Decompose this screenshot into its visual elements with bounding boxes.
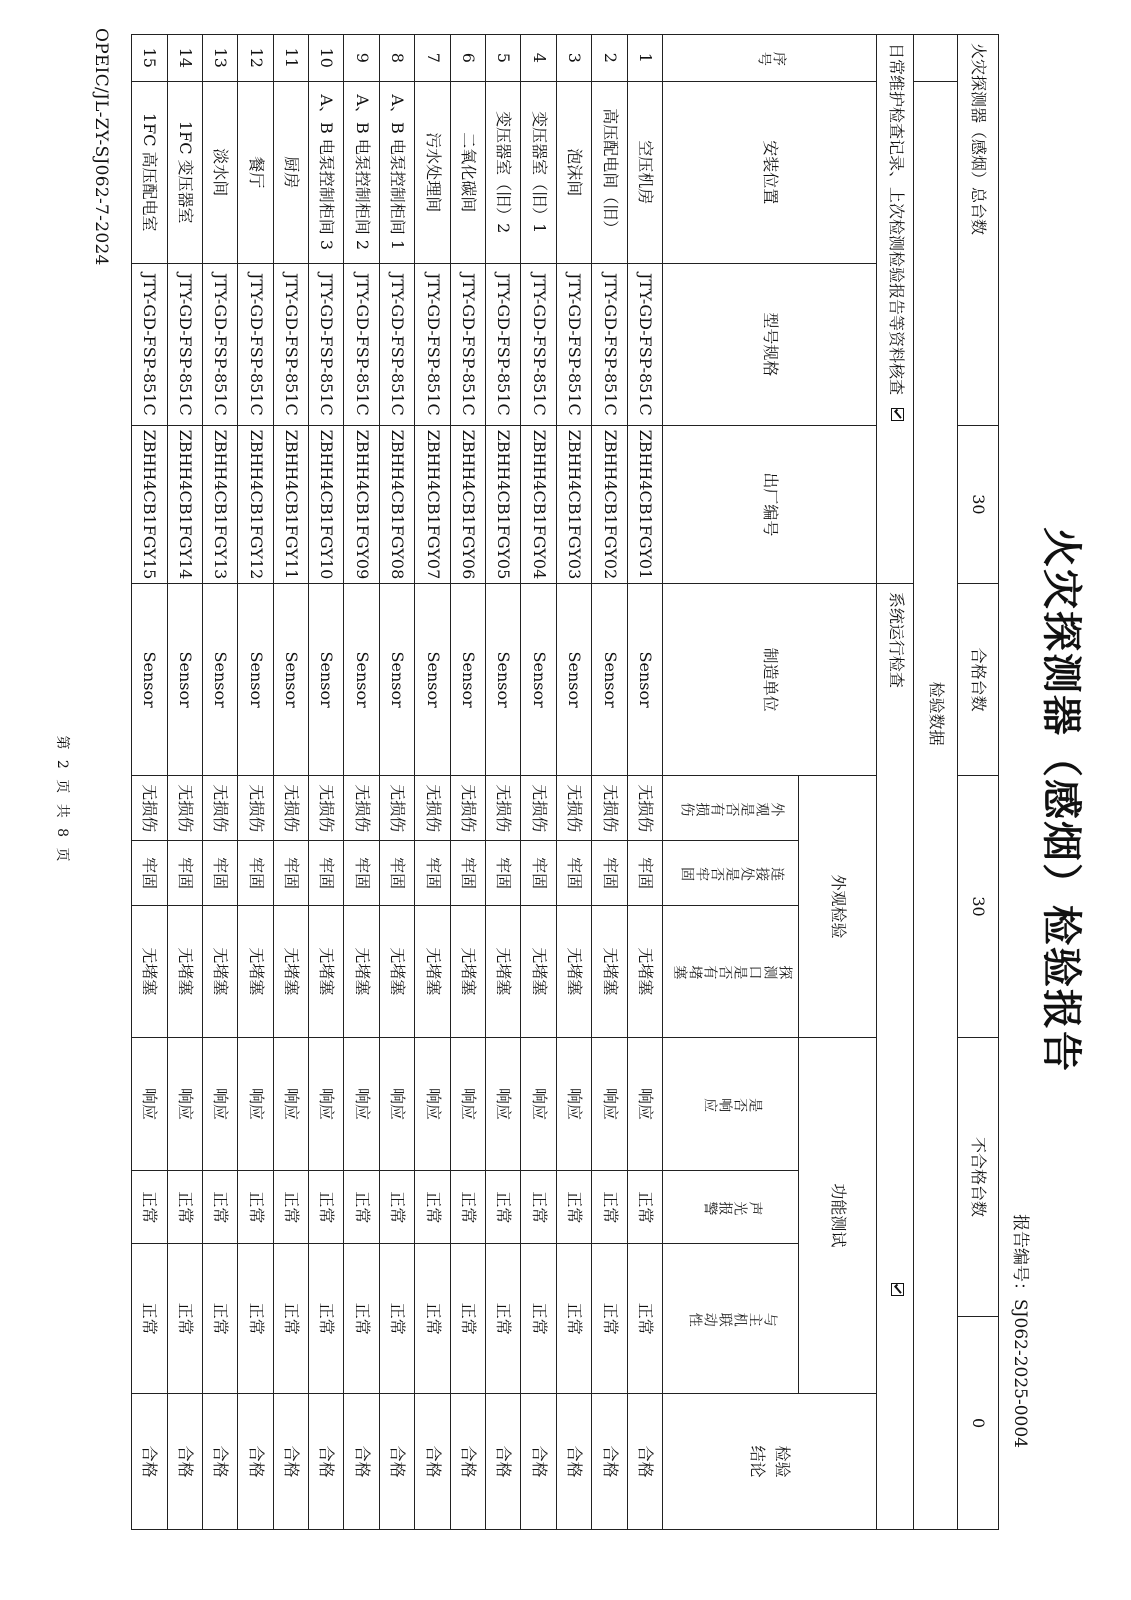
cell-seq: 12 — [238, 35, 273, 82]
cell-firm: 牢固 — [344, 841, 379, 906]
cell-block: 无堵塞 — [344, 905, 379, 1037]
cell-damage: 无损伤 — [202, 776, 237, 841]
run-check-label: 系统运行检查 — [886, 591, 906, 688]
cell-block: 无堵塞 — [450, 905, 485, 1037]
header-app-damage: 外观是否有损伤 — [662, 776, 798, 841]
cell-location: 污水处理间 — [415, 81, 450, 263]
inspection-table — [131, 34, 999, 1530]
cell-firm: 牢固 — [273, 841, 308, 906]
data-rows — [132, 35, 663, 1530]
cell-resp: 响应 — [344, 1037, 379, 1171]
cell-maker: Sensor — [309, 583, 344, 775]
cell-firm: 牢固 — [521, 841, 556, 906]
cell-seq: 5 — [486, 35, 521, 82]
cell-seq: 11 — [273, 35, 308, 82]
cell-seq: 15 — [132, 35, 168, 82]
cell-block: 无堵塞 — [627, 905, 662, 1037]
cell-link: 正常 — [238, 1244, 273, 1394]
cell-link: 正常 — [202, 1244, 237, 1394]
cell-serial: ZBHH4CB1FGY11 — [273, 425, 308, 583]
cell-maker: Sensor — [627, 583, 662, 775]
cell-location: A、B 电泵控制柜间 3 — [309, 81, 344, 263]
cell-block: 无堵塞 — [167, 905, 202, 1037]
cell-link: 正常 — [379, 1244, 414, 1394]
cell-link: 正常 — [627, 1244, 662, 1394]
cell-firm: 牢固 — [627, 841, 662, 906]
doc-check-label: 日常维护检查记录、上次检测检验报告等资料核查 — [886, 43, 906, 396]
cell-alarm: 正常 — [592, 1171, 627, 1244]
cell-alarm: 正常 — [167, 1171, 202, 1244]
cell-damage: 无损伤 — [486, 776, 521, 841]
header-maker: 制造单位 — [662, 583, 876, 775]
cell-firm: 牢固 — [167, 841, 202, 906]
cell-resp: 响应 — [415, 1037, 450, 1171]
cell-link: 正常 — [415, 1244, 450, 1394]
run-check — [877, 583, 914, 1529]
header-conclusion: 检验结论 — [662, 1394, 876, 1530]
cell-block: 无堵塞 — [309, 905, 344, 1037]
cell-seq: 9 — [344, 35, 379, 82]
cell-firm: 牢固 — [556, 841, 591, 906]
fail-value: 0 — [957, 1317, 998, 1530]
table-row — [309, 35, 344, 1530]
cell-model: JTY-GD-FSP-851C — [521, 263, 556, 425]
table-row — [238, 35, 273, 1530]
cell-damage: 无损伤 — [415, 776, 450, 841]
table-row — [167, 35, 202, 1530]
cell-resp: 响应 — [521, 1037, 556, 1171]
cell-model: JTY-GD-FSP-851C — [238, 263, 273, 425]
cell-link: 正常 — [309, 1244, 344, 1394]
cell-alarm: 正常 — [450, 1171, 485, 1244]
cell-resp: 响应 — [202, 1037, 237, 1171]
cell-firm: 牢固 — [486, 841, 521, 906]
header-seq: 序号 — [662, 35, 876, 82]
cell-location: 厨房 — [273, 81, 308, 263]
cell-firm: 牢固 — [592, 841, 627, 906]
cell-serial: ZBHH4CB1FGY08 — [379, 425, 414, 583]
cell-alarm: 正常 — [273, 1171, 308, 1244]
cell-model: JTY-GD-FSP-851C — [450, 263, 485, 425]
cell-result: 合格 — [132, 1394, 168, 1530]
cell-firm: 牢固 — [309, 841, 344, 906]
cell-location: 变压器室（旧）1 — [521, 81, 556, 263]
cell-result: 合格 — [379, 1394, 414, 1530]
cell-maker: Sensor — [132, 583, 168, 775]
cell-serial: ZBHH4CB1FGY02 — [592, 425, 627, 583]
cell-firm: 牢固 — [450, 841, 485, 906]
cell-result: 合格 — [202, 1394, 237, 1530]
cell-resp: 响应 — [132, 1037, 168, 1171]
cell-maker: Sensor — [238, 583, 273, 775]
cell-result: 合格 — [273, 1394, 308, 1530]
cell-model: JTY-GD-FSP-851C — [379, 263, 414, 425]
cell-model: JTY-GD-FSP-851C — [592, 263, 627, 425]
report-number: 报告编号：SJ062-2025-0004 — [1010, 1214, 1030, 1448]
cell-seq: 3 — [556, 35, 591, 82]
cell-damage: 无损伤 — [309, 776, 344, 841]
cell-damage: 无损伤 — [273, 776, 308, 841]
cell-seq: 14 — [167, 35, 202, 82]
header-row-1 — [799, 35, 877, 1530]
table-row — [415, 35, 450, 1530]
cell-serial: ZBHH4CB1FGY04 — [521, 425, 556, 583]
cell-block: 无堵塞 — [521, 905, 556, 1037]
cell-location: 淡水间 — [202, 81, 237, 263]
cell-resp: 响应 — [379, 1037, 414, 1171]
cell-alarm: 正常 — [486, 1171, 521, 1244]
total-label: 火灾探测器（感烟）总台数 — [957, 35, 998, 426]
summary-row — [957, 35, 998, 1530]
cell-link: 正常 — [486, 1244, 521, 1394]
cell-serial: ZBHH4CB1FGY10 — [309, 425, 344, 583]
cell-seq: 2 — [592, 35, 627, 82]
cell-firm: 牢固 — [379, 841, 414, 906]
cell-maker: Sensor — [592, 583, 627, 775]
header-function: 功能测试 — [799, 1037, 877, 1394]
cell-alarm: 正常 — [202, 1171, 237, 1244]
cell-location: 1FC 变压器室 — [167, 81, 202, 263]
cell-damage: 无损伤 — [132, 776, 168, 841]
cell-serial: ZBHH4CB1FGY09 — [344, 425, 379, 583]
cell-link: 正常 — [450, 1244, 485, 1394]
pass-value: 30 — [957, 776, 998, 1037]
cell-model: JTY-GD-FSP-851C — [556, 263, 591, 425]
table-row — [450, 35, 485, 1530]
cell-seq: 10 — [309, 35, 344, 82]
cell-block: 无堵塞 — [592, 905, 627, 1037]
cell-result: 合格 — [415, 1394, 450, 1530]
cell-link: 正常 — [132, 1244, 168, 1394]
cell-resp: 响应 — [486, 1037, 521, 1171]
header-fn-resp: 是否响应 — [662, 1037, 798, 1171]
doc-check — [877, 35, 914, 584]
table-row — [202, 35, 237, 1530]
cell-firm: 牢固 — [132, 841, 168, 906]
header-location: 安装位置 — [662, 81, 876, 263]
cell-block: 无堵塞 — [273, 905, 308, 1037]
check-row — [877, 35, 914, 1530]
cell-serial: ZBHH4CB1FGY01 — [627, 425, 662, 583]
cell-serial: ZBHH4CB1FGY07 — [415, 425, 450, 583]
header-app-firm: 连接处是否牢固 — [662, 841, 798, 906]
page-number: 第 2 页 共 8 页 — [54, 735, 70, 865]
run-check-box — [891, 1283, 904, 1296]
cell-maker: Sensor — [415, 583, 450, 775]
cell-link: 正常 — [592, 1244, 627, 1394]
header-model: 型号规格 — [662, 263, 876, 425]
cell-link: 正常 — [273, 1244, 308, 1394]
cell-damage: 无损伤 — [238, 776, 273, 841]
cell-result: 合格 — [238, 1394, 273, 1530]
cell-alarm: 正常 — [556, 1171, 591, 1244]
cell-seq: 4 — [521, 35, 556, 82]
cell-alarm: 正常 — [415, 1171, 450, 1244]
fail-label: 不合格台数 — [957, 1037, 998, 1317]
cell-location: 二氧化碳间 — [450, 81, 485, 263]
cell-block: 无堵塞 — [238, 905, 273, 1037]
cell-link: 正常 — [344, 1244, 379, 1394]
cell-seq: 7 — [415, 35, 450, 82]
cell-maker: Sensor — [273, 583, 308, 775]
cell-model: JTY-GD-FSP-851C — [486, 263, 521, 425]
cell-maker: Sensor — [344, 583, 379, 775]
cell-model: JTY-GD-FSP-851C — [627, 263, 662, 425]
cell-model: JTY-GD-FSP-851C — [202, 263, 237, 425]
cell-result: 合格 — [167, 1394, 202, 1530]
cell-resp: 响应 — [450, 1037, 485, 1171]
cell-damage: 无损伤 — [344, 776, 379, 841]
cell-damage: 无损伤 — [556, 776, 591, 841]
cell-resp: 响应 — [556, 1037, 591, 1171]
header-fn-link: 与主机联动性 — [662, 1244, 798, 1394]
cell-block: 无堵塞 — [486, 905, 521, 1037]
cell-serial: ZBHH4CB1FGY15 — [132, 425, 168, 583]
doc-check-box — [891, 408, 904, 421]
cell-damage: 无损伤 — [521, 776, 556, 841]
table-row — [379, 35, 414, 1530]
cell-model: JTY-GD-FSP-851C — [309, 263, 344, 425]
cell-seq: 8 — [379, 35, 414, 82]
cell-firm: 牢固 — [202, 841, 237, 906]
cell-resp: 响应 — [309, 1037, 344, 1171]
cell-model: JTY-GD-FSP-851C — [132, 263, 168, 425]
cell-resp: 响应 — [238, 1037, 273, 1171]
cell-resp: 响应 — [273, 1037, 308, 1171]
cell-location: 变压器室（旧）2 — [486, 81, 521, 263]
cell-damage: 无损伤 — [450, 776, 485, 841]
cell-location: 1FC 高压配电室 — [132, 81, 168, 263]
cell-result: 合格 — [486, 1394, 521, 1530]
cell-model: JTY-GD-FSP-851C — [344, 263, 379, 425]
cell-resp: 响应 — [592, 1037, 627, 1171]
cell-maker: Sensor — [486, 583, 521, 775]
cell-alarm: 正常 — [238, 1171, 273, 1244]
cell-model: JTY-GD-FSP-851C — [415, 263, 450, 425]
document-code: OPEIC/JL-ZY-SJ062-7-2024 — [91, 28, 111, 266]
cell-block: 无堵塞 — [415, 905, 450, 1037]
cell-seq: 13 — [202, 35, 237, 82]
cell-block: 无堵塞 — [379, 905, 414, 1037]
cell-firm: 牢固 — [238, 841, 273, 906]
table-row — [627, 35, 662, 1530]
cell-result: 合格 — [627, 1394, 662, 1530]
cell-model: JTY-GD-FSP-851C — [167, 263, 202, 425]
cell-alarm: 正常 — [309, 1171, 344, 1244]
cell-serial: ZBHH4CB1FGY14 — [167, 425, 202, 583]
pass-label: 合格台数 — [957, 583, 998, 775]
table-row — [132, 35, 168, 1530]
cell-result: 合格 — [556, 1394, 591, 1530]
cell-maker: Sensor — [202, 583, 237, 775]
total-value: 30 — [957, 425, 998, 583]
cell-alarm: 正常 — [521, 1171, 556, 1244]
cell-resp: 响应 — [167, 1037, 202, 1171]
table-row — [486, 35, 521, 1530]
cell-alarm: 正常 — [132, 1171, 168, 1244]
cell-resp: 响应 — [627, 1037, 662, 1171]
cell-location: 餐厅 — [238, 81, 273, 263]
cell-location: A、B 电泵控制柜间 1 — [379, 81, 414, 263]
cell-location: 泡沫间 — [556, 81, 591, 263]
table-row — [344, 35, 379, 1530]
cell-alarm: 正常 — [344, 1171, 379, 1244]
cell-link: 正常 — [167, 1244, 202, 1394]
cell-location: A、B 电泵控制柜间 2 — [344, 81, 379, 263]
cell-link: 正常 — [521, 1244, 556, 1394]
section-label: 检验数据 — [914, 81, 957, 1529]
cell-damage: 无损伤 — [592, 776, 627, 841]
cell-block: 无堵塞 — [202, 905, 237, 1037]
cell-firm: 牢固 — [415, 841, 450, 906]
cell-alarm: 正常 — [379, 1171, 414, 1244]
cell-seq: 6 — [450, 35, 485, 82]
page-title: 火灾探测器（感烟）检验报告 — [1038, 527, 1085, 1073]
cell-seq: 1 — [627, 35, 662, 82]
cell-maker: Sensor — [521, 583, 556, 775]
cell-alarm: 正常 — [627, 1171, 662, 1244]
cell-maker: Sensor — [379, 583, 414, 775]
cell-damage: 无损伤 — [627, 776, 662, 841]
table-row — [521, 35, 556, 1530]
cell-result: 合格 — [309, 1394, 344, 1530]
cell-serial: ZBHH4CB1FGY03 — [556, 425, 591, 583]
cell-result: 合格 — [521, 1394, 556, 1530]
cell-maker: Sensor — [167, 583, 202, 775]
cell-serial: ZBHH4CB1FGY13 — [202, 425, 237, 583]
cell-serial: ZBHH4CB1FGY12 — [238, 425, 273, 583]
cell-damage: 无损伤 — [379, 776, 414, 841]
table-row — [592, 35, 627, 1530]
cell-model: JTY-GD-FSP-851C — [273, 263, 308, 425]
cell-result: 合格 — [592, 1394, 627, 1530]
table-row — [273, 35, 308, 1530]
table-row — [556, 35, 591, 1530]
cell-damage: 无损伤 — [167, 776, 202, 841]
header-serial: 出厂编号 — [662, 425, 876, 583]
cell-location: 高压配电间（旧） — [592, 81, 627, 263]
header-app-block: 探测口是否有堵塞 — [662, 905, 798, 1037]
header-fn-alarm: 声光报警 — [662, 1171, 798, 1244]
cell-serial: ZBHH4CB1FGY06 — [450, 425, 485, 583]
section-row — [914, 35, 957, 1530]
cell-serial: ZBHH4CB1FGY05 — [486, 425, 521, 583]
cell-result: 合格 — [344, 1394, 379, 1530]
header-appearance: 外观检验 — [799, 776, 877, 1037]
cell-block: 无堵塞 — [132, 905, 168, 1037]
cell-block: 无堵塞 — [556, 905, 591, 1037]
cell-location: 空压机房 — [627, 81, 662, 263]
cell-link: 正常 — [556, 1244, 591, 1394]
cell-result: 合格 — [450, 1394, 485, 1530]
cell-maker: Sensor — [450, 583, 485, 775]
cell-maker: Sensor — [556, 583, 591, 775]
